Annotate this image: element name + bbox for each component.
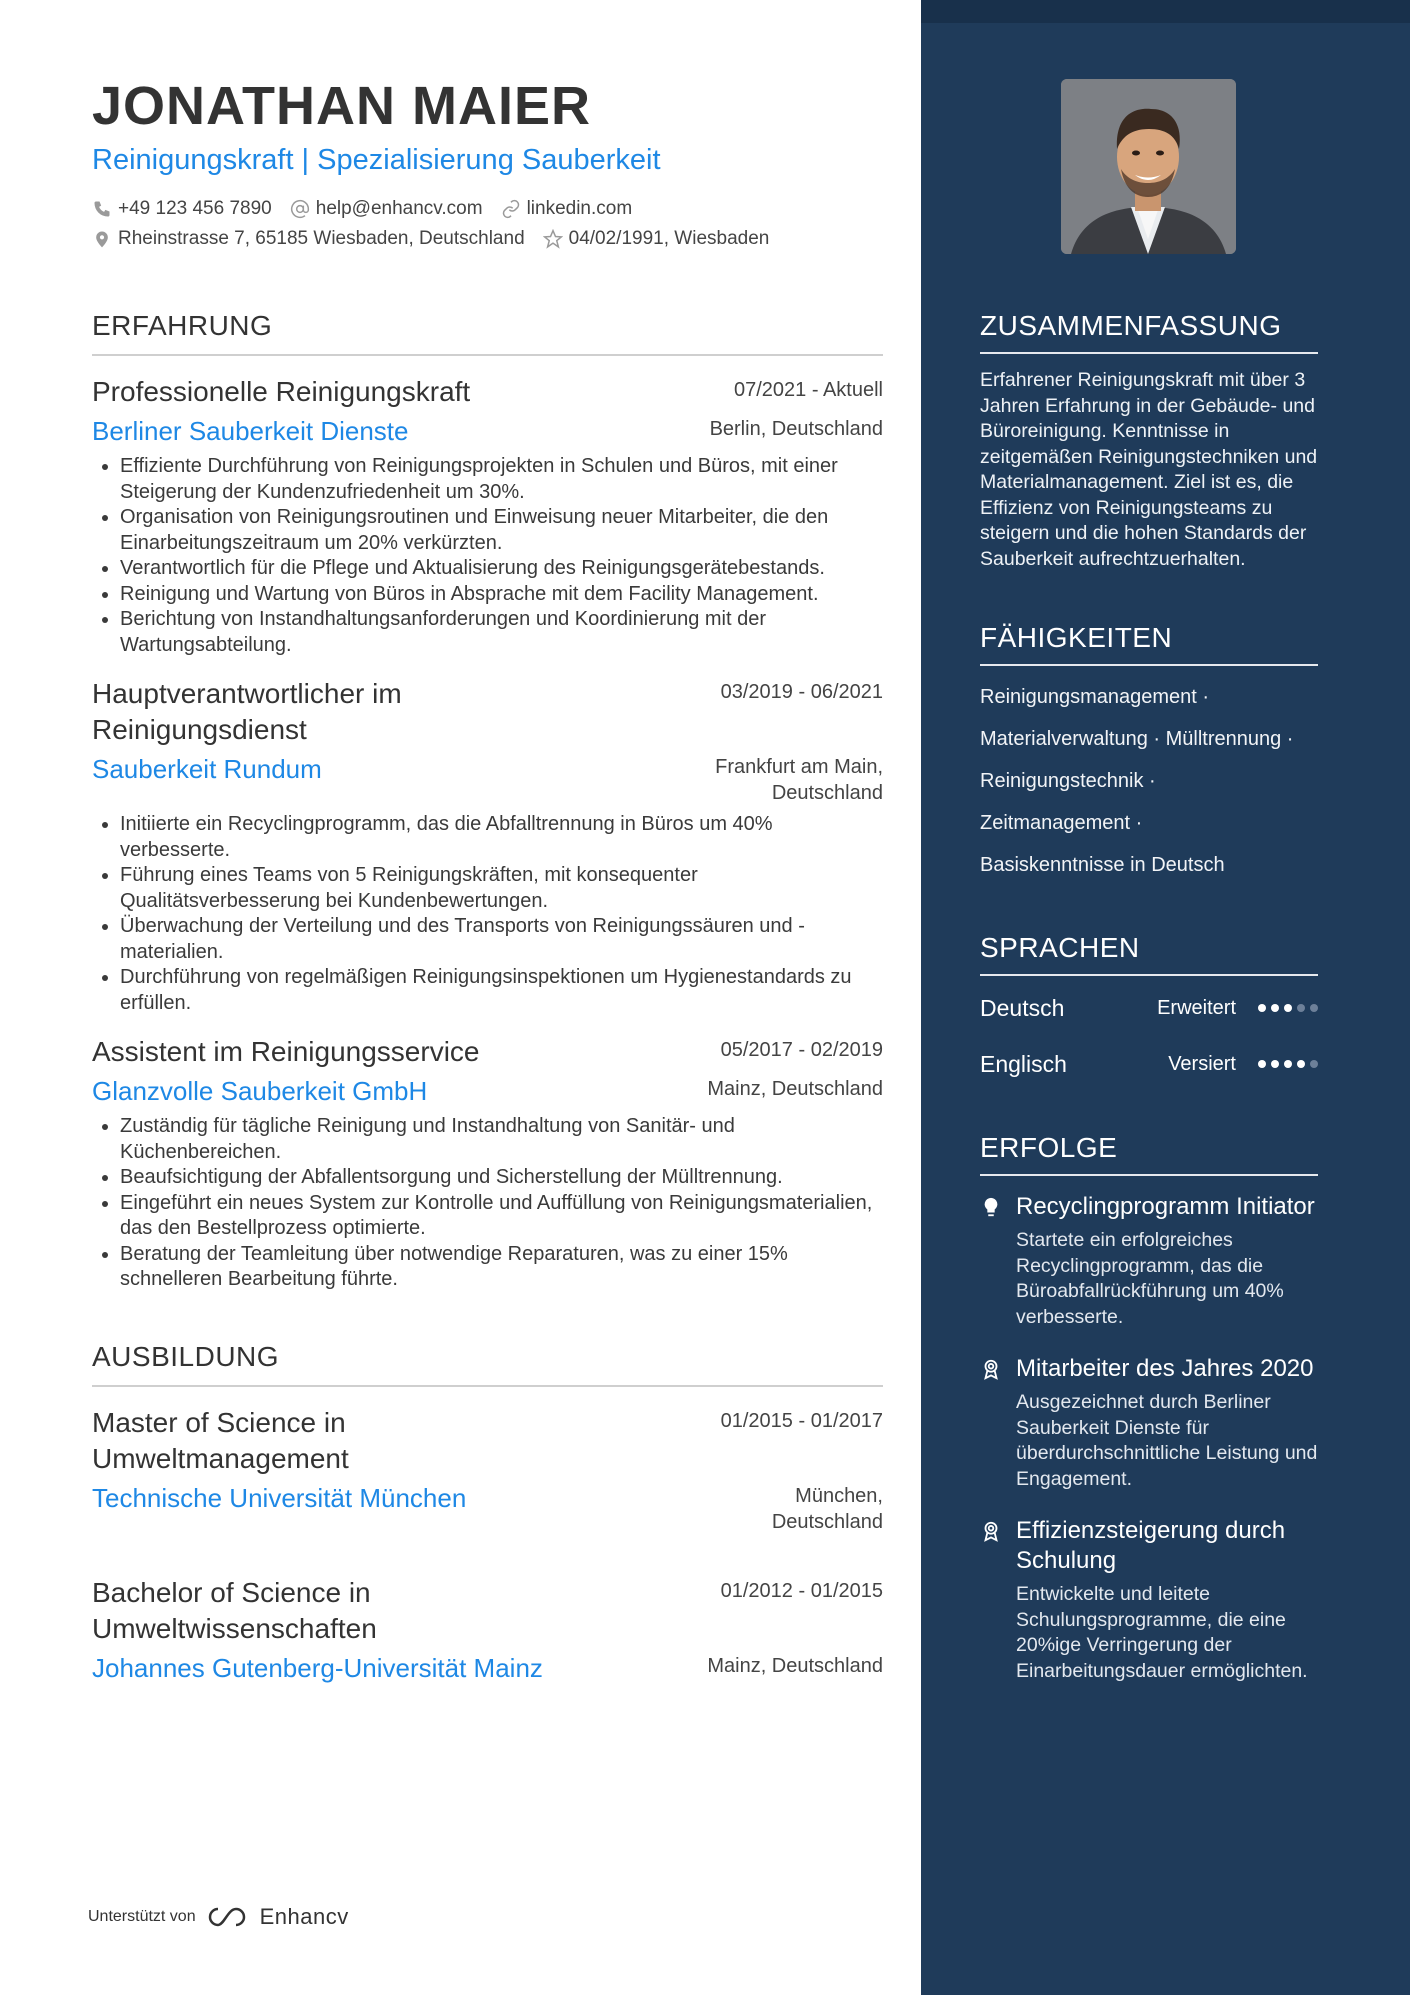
bullet-item: • Durchführung von regelmäßigen Reinigungsinspektionen um Hygienestandards zu erfüllen.	[120, 965, 883, 1016]
education-dates: 01/2015 - 01/2017	[720, 1409, 883, 1432]
bullet-item: • Verantwortlich für die Pflege und Aktualisierung des Reinigungsgerätebestands.	[120, 556, 883, 582]
job-location: Frankfurt am Main, Deutschland	[715, 756, 883, 804]
birth-text: 04/02/1991, Wiesbaden	[568, 228, 770, 249]
rating-dot-filled	[1271, 1060, 1279, 1068]
education-location: München, Deutschland	[771, 1484, 883, 1533]
bullet-item: • Berichtung von Instandhaltungsanforderungen und Koordinierung mit der Wartungsabteilung.	[120, 607, 883, 658]
link-icon	[501, 199, 521, 219]
brand-logo[interactable]	[206, 1904, 349, 1930]
job-dates: 03/2019 - 06/2021	[720, 681, 883, 703]
candidate-name: JONATHAN MAIER	[92, 76, 591, 136]
achievement-title: Mitarbeiter des Jahres 2020	[1016, 1355, 1314, 1382]
bullet-item: • Reinigung und Wartung von Büros in Absprache mit dem Facility Management.	[120, 582, 883, 608]
skill-line: Zeitmanagement ·	[980, 812, 1143, 834]
avatar	[1061, 79, 1236, 254]
rating-dot-filled	[1258, 1060, 1266, 1068]
skills-list	[980, 676, 1318, 886]
achievement-description: Startete ein erfolgreiches Recyclingprogramm, das die Büroabfallrückführung um 40% verbesserte.	[1016, 1229, 1284, 1328]
bullet-item: • Beratung der Teamleitung über notwendige Reparaturen, was zu einer 15% schnelleren Bearbeitung führte.	[120, 1242, 883, 1293]
link-text: linkedin.com	[526, 198, 633, 219]
experience-item	[92, 374, 883, 658]
rating-dot-empty	[1310, 1060, 1318, 1068]
link-contact[interactable]	[501, 198, 633, 220]
experience-item	[92, 1034, 883, 1293]
company-name[interactable]: Glanzvolle Sauberkeit GmbH	[92, 1076, 428, 1106]
achievements-section-title: ERFOLGE	[980, 1132, 1318, 1176]
bullet-item: • Organisation von Reinigungsroutinen und Einweisung neuer Mitarbeiter, die den Einarbeitungszeitraum um 20% verkürzten.	[120, 505, 883, 556]
phone-contact[interactable]	[92, 198, 272, 220]
achievement-description: Ausgezeichnet durch Berliner Sauberkeit Dienste für überdurchschnittliche Leistung und Engagement.	[1016, 1391, 1318, 1490]
summary-section-title: ZUSAMMENFASSUNG	[980, 310, 1318, 354]
achievement-item	[980, 1516, 1318, 1684]
birth-contact	[543, 228, 770, 250]
bullet-item: • Eingeführt ein neues System zur Kontrolle und Auffüllung von Reinigungsmaterialien, das den Bestellprozess optimierte.	[120, 1191, 883, 1242]
award-icon	[980, 1520, 1002, 1542]
bullet-item: • Führung eines Teams von 5 Reinigungskräften, mit konsequenter Qualitätsverbesserung bei Kundenbewertungen.	[120, 863, 883, 914]
at-icon	[290, 199, 310, 219]
summary-text: Erfahrener Reinigungskraft mit über 3 Jahren Erfahrung in der Gebäude- und Büroreinigung. Kenntnisse in zeitgemäßen Reinigungstechniken und Materialmanagement. Ziel ist es, die Effizienz von Reinigungsteams zu steigern und die hohen Standards der Sauberkeit aufrechtzuerhalten.	[980, 369, 1318, 570]
rating-dot-filled	[1271, 1004, 1279, 1012]
address-text: Rheinstrasse 7, 65185 Wiesbaden, Deutschland	[118, 228, 525, 249]
languages-section-title: SPRACHEN	[980, 932, 1318, 976]
rating-dot-filled	[1284, 1060, 1292, 1068]
job-bullets	[92, 812, 883, 1016]
rating-dot-filled	[1258, 1004, 1266, 1012]
sidebar	[921, 0, 1410, 1995]
language-rating	[1258, 1060, 1318, 1068]
bullet-item: • Effiziente Durchführung von Reinigungsprojekten in Schulen und Büros, mit einer Steigerung der Kundenzufriedenheit um 30%.	[120, 454, 883, 505]
candidate-headline: Reinigungskraft | Spezialisierung Sauberkeit	[92, 144, 661, 176]
brand-name: Enhancv	[259, 1904, 349, 1929]
job-title: Hauptverantwortlicher im Reinigungsdienst	[92, 678, 402, 745]
company-name[interactable]: Berliner Sauberkeit Dienste	[92, 416, 409, 446]
company-name[interactable]: Sauberkeit Rundum	[92, 754, 322, 784]
language-name: Englisch	[980, 1050, 1067, 1077]
rating-dot-empty	[1297, 1004, 1305, 1012]
job-location: Berlin, Deutschland	[709, 418, 883, 440]
degree-title: Bachelor of Science in Umweltwissenschaften	[92, 1576, 377, 1644]
award-icon	[980, 1358, 1002, 1380]
rating-dot-filled	[1297, 1060, 1305, 1068]
skills-section-title: FÄHIGKEITEN	[980, 622, 1318, 666]
bullet-item: • Zuständig für tägliche Reinigung und Instandhaltung von Sanitär- und Küchenbereichen.	[120, 1114, 883, 1165]
education-location: Mainz, Deutschland	[707, 1654, 883, 1677]
skill-line: Reinigungstechnik ·	[980, 770, 1156, 792]
achievement-title: Recyclingprogramm Initiator	[1016, 1193, 1315, 1220]
degree-title: Master of Science in Umweltmanagement	[92, 1406, 349, 1474]
skill-line: Basiskenntnisse in Deutsch	[980, 854, 1225, 876]
job-bullets	[92, 1114, 883, 1293]
phone-text: +49 123 456 7890	[118, 198, 272, 219]
language-level: Erweitert	[1157, 996, 1236, 1019]
job-dates: 05/2017 - 02/2019	[720, 1039, 883, 1061]
contact-info	[92, 194, 883, 254]
school-name[interactable]: Technische Universität München	[92, 1482, 467, 1513]
language-name: Deutsch	[980, 994, 1065, 1021]
education-item	[92, 1405, 883, 1535]
language-rating	[1258, 1004, 1318, 1012]
sidebar-content	[980, 310, 1318, 1684]
job-location: Mainz, Deutschland	[707, 1078, 883, 1100]
bullet-item: • Überwachung der Verteilung und des Transports von Reinigungssäuren und -materialien.	[120, 914, 883, 965]
skill-line: Reinigungsmanagement ·	[980, 686, 1210, 708]
language-level: Versiert	[1168, 1052, 1236, 1075]
education-dates: 01/2012 - 01/2015	[720, 1579, 883, 1602]
star-icon	[543, 229, 563, 249]
achievement-item	[980, 1192, 1318, 1330]
bullet-item: • Beaufsichtigung der Abfallentsorgung und Sicherstellung der Mülltrennung.	[120, 1165, 883, 1191]
sidebar-top-bar	[921, 0, 1410, 23]
skill-line: Materialverwaltung · Mülltrennung ·	[980, 728, 1294, 750]
email-contact[interactable]	[290, 198, 483, 220]
address-contact	[92, 228, 525, 250]
profile-photo	[1061, 79, 1236, 254]
email-text: help@enhancv.com	[315, 198, 483, 219]
lightbulb-icon	[980, 1196, 1002, 1218]
languages-list	[980, 980, 1318, 1092]
job-bullets	[92, 454, 883, 658]
powered-by-label: Unterstützt von	[88, 1908, 196, 1925]
school-name[interactable]: Johannes Gutenberg-Universität Mainz	[92, 1652, 543, 1683]
achievement-title: Effizienzsteigerung durch Schulung	[1016, 1517, 1286, 1574]
education-item	[92, 1575, 883, 1685]
rating-dot-empty	[1310, 1004, 1318, 1012]
experience-item	[92, 676, 883, 1016]
education-section-title: AUSBILDUNG	[92, 1341, 883, 1387]
achievement-description: Entwickelte und leitete Schulungsprogramme, die eine 20%ige Verringerung der Einarbeitungsdauer ermöglichten.	[1016, 1583, 1308, 1682]
experience-section-title: ERFAHRUNG	[92, 310, 883, 356]
bullet-item: • Initiierte ein Recyclingprogramm, das die Abfalltrennung in Büros um 40% verbesserte.	[120, 812, 883, 863]
enhancv-logo-icon	[206, 1905, 252, 1929]
powered-by	[88, 1904, 349, 1930]
job-dates: 07/2021 - Aktuell	[734, 379, 883, 401]
job-title: Assistent im Reinigungsservice	[92, 1036, 480, 1067]
job-title: Professionelle Reinigungskraft	[92, 376, 471, 407]
location-pin-icon	[92, 229, 112, 249]
achievement-item	[980, 1354, 1318, 1492]
language-row	[980, 1036, 1318, 1092]
language-row	[980, 980, 1318, 1036]
phone-icon	[92, 199, 112, 219]
rating-dot-filled	[1284, 1004, 1292, 1012]
